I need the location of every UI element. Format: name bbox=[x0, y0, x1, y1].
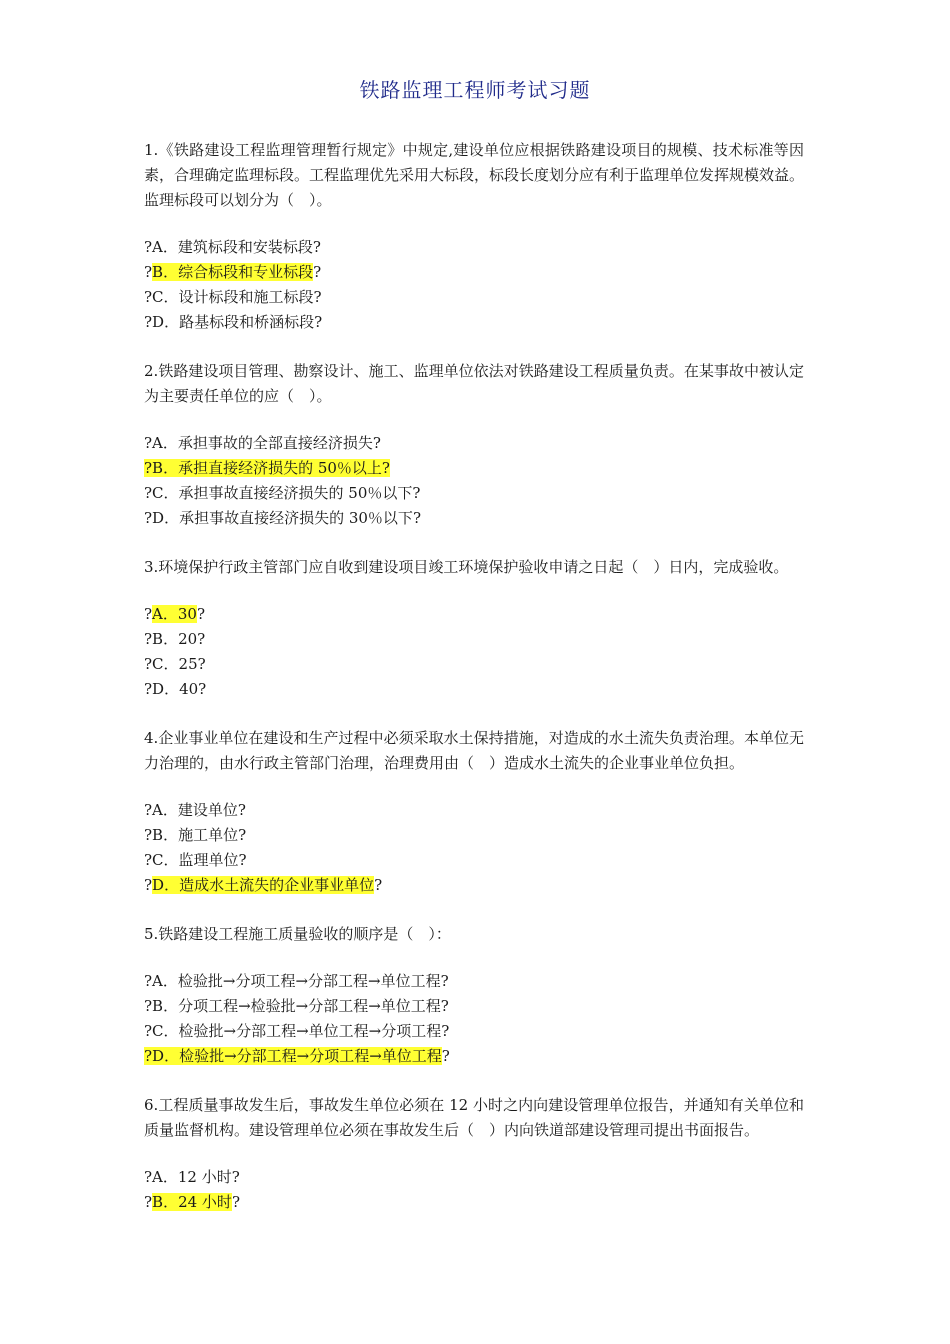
option-a: ?A．检验批→分项工程→分部工程→单位工程? bbox=[144, 972, 449, 990]
highlighted-answer: ?B．承担直接经济损失的 50％以上? bbox=[144, 459, 390, 477]
question-1 bbox=[144, 138, 804, 335]
option-d: ?D．路基标段和桥涵标段? bbox=[144, 313, 323, 331]
option-c: ?C．25? bbox=[144, 655, 206, 673]
option-list bbox=[144, 798, 804, 898]
option-c: ?C．检验批→分部工程→单位工程→分项工程? bbox=[144, 1022, 450, 1040]
option-list bbox=[144, 1165, 804, 1215]
question-2 bbox=[144, 359, 804, 531]
option-d: ?D．造成水土流失的企业事业单位? bbox=[144, 876, 383, 894]
question-6 bbox=[144, 1093, 804, 1215]
option-list bbox=[144, 431, 804, 531]
option-a: ?A．建筑标段和安装标段? bbox=[144, 238, 321, 256]
question-stem: 6.工程质量事故发生后，事故发生单位必须在 12 小时之内向建设管理单位报告，并通知有关单位和质量监督机构。建设管理单位必须在事故发生后（ ）内向铁道部建设管理司提出书面报告。 bbox=[144, 1096, 804, 1139]
option-list bbox=[144, 602, 804, 702]
question-5 bbox=[144, 922, 804, 1069]
option-d: ?D．承担事故直接经济损失的 30％以下? bbox=[144, 509, 421, 527]
question-3 bbox=[144, 555, 804, 702]
option-b: ?B．24 小时? bbox=[144, 1193, 240, 1211]
option-c: ?C．设计标段和施工标段? bbox=[144, 288, 322, 306]
option-list bbox=[144, 235, 804, 335]
option-c: ?C．承担事故直接经济损失的 50％以下? bbox=[144, 484, 421, 502]
option-a: ?A．承担事故的全部直接经济损失? bbox=[144, 434, 381, 452]
option-a: ?A．12 小时? bbox=[144, 1168, 240, 1186]
question-list bbox=[144, 138, 804, 1239]
option-d: ?D．40? bbox=[144, 680, 207, 698]
highlighted-answer: A．30 bbox=[152, 605, 197, 623]
option-b: ?B．分项工程→检验批→分部工程→单位工程? bbox=[144, 997, 449, 1015]
question-stem: 5.铁路建设工程施工质量验收的顺序是（ ）： bbox=[144, 925, 451, 943]
option-list bbox=[144, 969, 804, 1069]
option-c: ?C．监理单位? bbox=[144, 851, 247, 869]
option-a: ?A．建设单位? bbox=[144, 801, 246, 819]
question-stem: 2.铁路建设项目管理、勘察设计、施工、监理单位依法对铁路建设工程质量负责。在某事故中被认定为主要责任单位的应（ ）。 bbox=[144, 362, 804, 405]
option-a: ?A．30? bbox=[144, 605, 206, 623]
question-stem: 1.《铁路建设工程监理管理暂行规定》中规定,建设单位应根据铁路建设项目的规模、技术标准等因素，合理确定监理标段。工程监理优先采用大标段，标段长度划分应有利于监理单位发挥规模效益。监理标段可以划分为（ ）。 bbox=[144, 141, 805, 209]
option-d: ?D．检验批→分部工程→分项工程→单位工程? bbox=[144, 1047, 450, 1065]
option-b: ?B．施工单位? bbox=[144, 826, 247, 844]
question-4 bbox=[144, 726, 804, 898]
question-stem: 3.环境保护行政主管部门应自收到建设项目竣工环境保护验收申请之日起（ ）日内，完成验收。 bbox=[144, 558, 789, 576]
document-title: 铁路监理工程师考试习题 bbox=[359, 78, 591, 102]
option-b bbox=[144, 456, 804, 481]
question-stem: 4.企业事业单位在建设和生产过程中必须采取水土保持措施，对造成的水土流失负责治理。本单位无力治理的，由水行政主管部门治理，治理费用由（ ）造成水土流失的企业事业单位负担。 bbox=[144, 729, 804, 772]
option-b: ?B．20? bbox=[144, 630, 206, 648]
highlighted-answer: B．24 小时 bbox=[152, 1193, 232, 1211]
option-b: ?B．综合标段和专业标段? bbox=[144, 263, 322, 281]
highlighted-answer: D．造成水土流失的企业事业单位 bbox=[152, 876, 375, 894]
highlighted-answer: B．综合标段和专业标段 bbox=[152, 263, 314, 281]
highlighted-answer: ?D．检验批→分部工程→分项工程→单位工程 bbox=[144, 1047, 442, 1065]
